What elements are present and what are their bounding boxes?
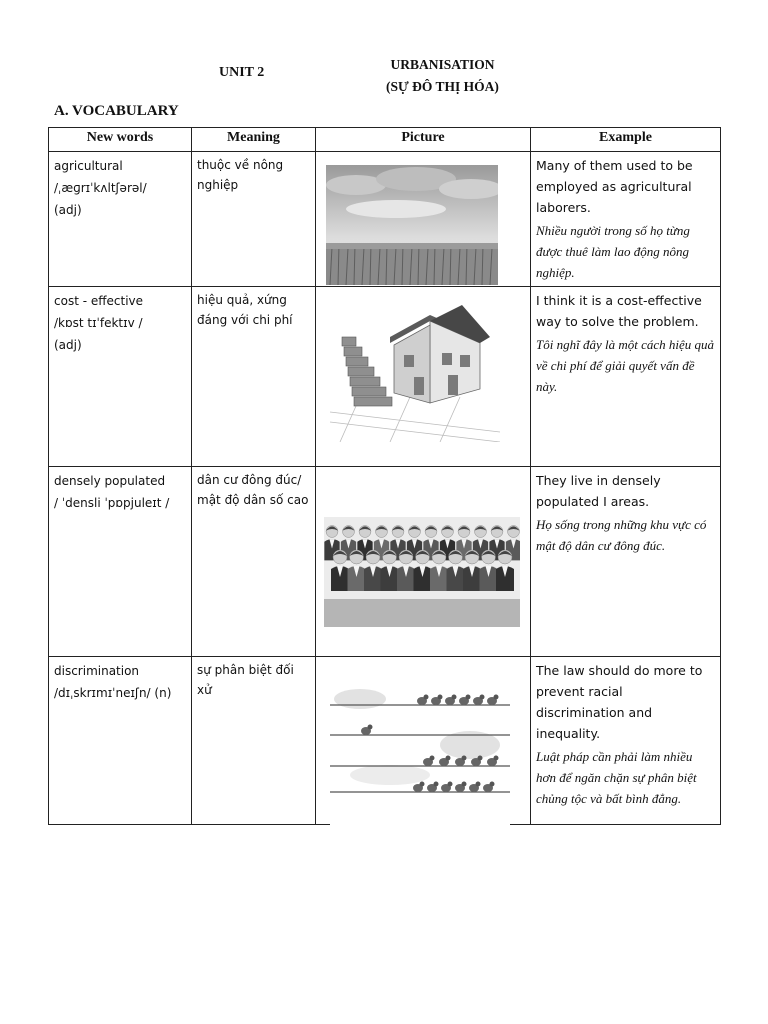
table-row: [49, 152, 721, 287]
word-cell: [49, 287, 192, 467]
word-ipa: / ˈdensli ˈpɒpjuleɪt /: [54, 496, 170, 510]
example-vietnamese: Nhiều người trong số họ từng được thuê làm lao động nông nghiệp.: [536, 223, 690, 280]
title-english: URBANISATION: [390, 57, 495, 72]
word-cell: [49, 467, 192, 657]
table-row: [49, 657, 721, 825]
title-vietnamese: (SỰ ĐÔ THỊ HÓA): [386, 79, 499, 94]
example-english: I think it is a cost-effective way to solve the problem.: [536, 293, 702, 329]
word-cell: [49, 657, 192, 825]
meaning-text: thuộc về nông nghiệp: [197, 158, 284, 192]
picture-cell: [316, 657, 531, 825]
meaning-cell: [192, 152, 316, 287]
example-vietnamese: Tôi nghĩ đây là một cách hiệu quả về chi phí để giải quyết vấn đề này.: [536, 337, 715, 394]
word: cost - effective: [54, 294, 144, 308]
section-heading: A. VOCABULARY: [54, 103, 179, 119]
word: densely populated: [54, 474, 166, 488]
vocabulary-table: [48, 127, 721, 825]
meaning-text: dân cư đông đúc/ mật độ dân số cao: [197, 473, 309, 507]
example-english: They live in densely populated I areas.: [536, 473, 661, 509]
word-ipa: /ˌæɡrɪˈkʌltʃərəl/: [54, 181, 147, 195]
house-energy-icon: [330, 297, 500, 442]
example-vietnamese: Họ sống trong những khu vực có mật độ dân cư đông đúc.: [536, 517, 707, 553]
example-cell: [531, 467, 721, 657]
example-vietnamese: Luật pháp cần phải làm nhiều hơn để ngăn chặn sự phân biệt chủng tộc và bất bình đẳng.: [536, 749, 697, 806]
meaning-cell: [192, 467, 316, 657]
word-part-of-speech: (adj): [54, 338, 82, 352]
word-ipa: /dɪˌskrɪmɪˈneɪʃn/ (n): [54, 686, 172, 700]
word: agricultural: [54, 159, 123, 173]
word-ipa: /kɒst tɪˈfektɪv /: [54, 316, 143, 330]
example-cell: [531, 152, 721, 287]
meaning-text: hiệu quả, xứng đáng với chi phí: [197, 293, 293, 327]
column-header-picture: Picture: [316, 128, 531, 152]
example-cell: [531, 287, 721, 467]
unit-label: UNIT 2: [219, 65, 265, 80]
column-header-meaning: Meaning: [192, 128, 316, 152]
picture-cell: [316, 152, 531, 287]
word-part-of-speech: (adj): [54, 203, 82, 217]
crowd-icon: [324, 517, 520, 627]
word-cell: [49, 152, 192, 287]
meaning-text: sự phân biệt đối xử: [197, 663, 294, 697]
table-row: [49, 287, 721, 467]
table-header-row: [49, 128, 721, 152]
picture-cell: [316, 467, 531, 657]
meaning-cell: [192, 287, 316, 467]
picture-cell: [316, 287, 531, 467]
meaning-cell: [192, 657, 316, 825]
table-row: [49, 467, 721, 657]
example-english: The law should do more to prevent racial discrimination and inequality.: [536, 663, 703, 741]
example-english: Many of them used to be employed as agricultural laborers.: [536, 158, 693, 215]
example-cell: [531, 657, 721, 825]
page-title: [360, 54, 525, 98]
column-header-new-words: New words: [49, 128, 192, 152]
birds-on-wires-icon: [330, 675, 510, 825]
column-header-example: Example: [531, 128, 721, 152]
wheat-field-icon: [326, 165, 498, 285]
word: discrimination: [54, 664, 140, 678]
